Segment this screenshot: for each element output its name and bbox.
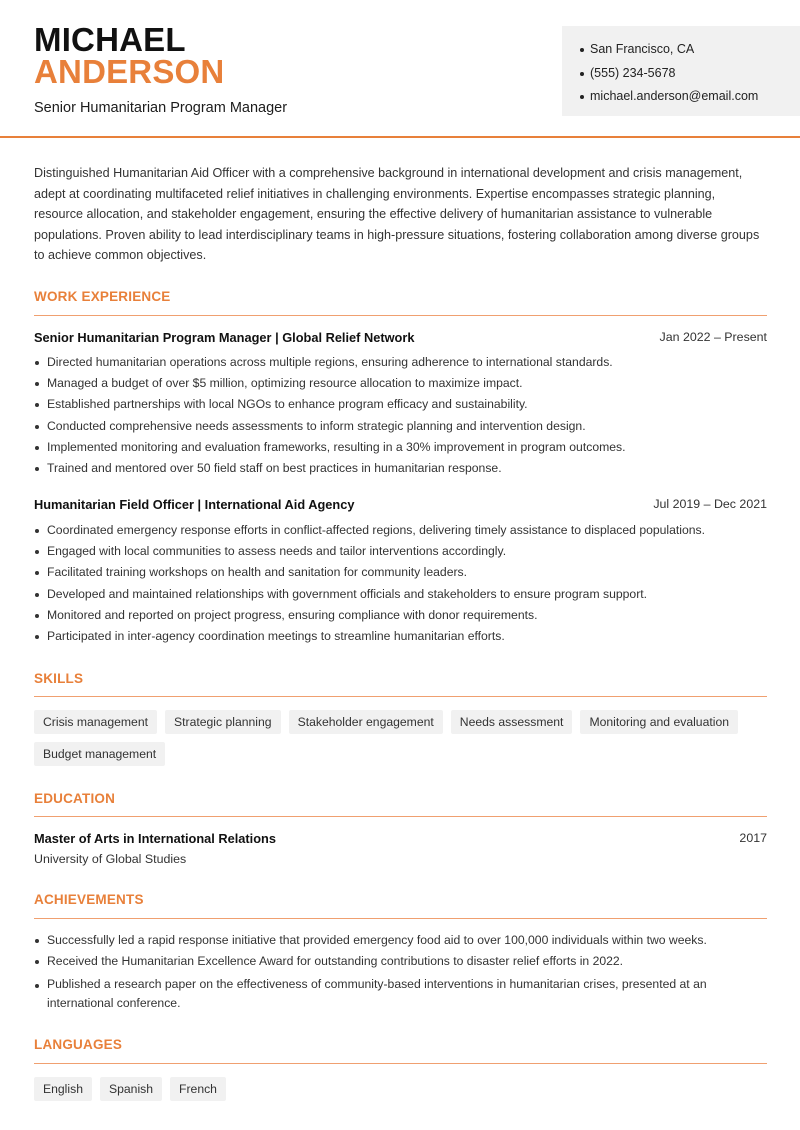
list-item: Published a research paper on the effectiveness of community-based interventions in humanitarian crises, presented at an international conference. xyxy=(34,975,724,1013)
skill-tag: Stakeholder engagement xyxy=(289,710,443,734)
section-title-achievements: ACHIEVEMENTS xyxy=(34,892,144,907)
languages-list xyxy=(34,1077,774,1101)
education-year: 2017 xyxy=(739,831,767,845)
job-title: Senior Humanitarian Program Manager | Global Relief Network xyxy=(34,330,415,345)
job-headline: Senior Humanitarian Program Manager xyxy=(34,100,288,116)
skill-tag: Needs assessment xyxy=(451,710,573,734)
contact-email[interactable]: michael.anderson@email.com xyxy=(580,85,800,109)
first-name: MICHAEL xyxy=(34,21,186,58)
job-title: Humanitarian Field Officer | International Aid Agency xyxy=(34,497,355,512)
section-title-skills: SKILLS xyxy=(34,671,84,686)
list-item: Conducted comprehensive needs assessments to inform strategic planning and intervention design. xyxy=(34,416,734,437)
last-name: ANDERSON xyxy=(34,53,225,90)
language-tag: Spanish xyxy=(100,1077,162,1101)
language-tag: English xyxy=(34,1077,92,1101)
contact-location: San Francisco, CA xyxy=(580,38,800,62)
section-title-languages: LANGUAGES xyxy=(34,1037,123,1052)
list-item: Received the Humanitarian Excellence Award for outstanding contributions to disaster relief efforts in 2022. xyxy=(34,951,724,972)
list-item: Facilitated training workshops on health and sanitation for community leaders. xyxy=(34,562,754,583)
skill-tag: Strategic planning xyxy=(165,710,281,734)
section-divider xyxy=(34,315,767,316)
contact-box xyxy=(562,26,800,116)
list-item: Implemented monitoring and evaluation frameworks, resulting in a 30% improvement in program outcomes. xyxy=(34,437,734,458)
section-divider xyxy=(34,918,767,919)
list-item: Engaged with local communities to assess needs and tailor interventions accordingly. xyxy=(34,541,754,562)
section-divider xyxy=(34,696,767,697)
resume-header xyxy=(0,0,800,138)
list-item: Established partnerships with local NGOs to enhance program efficacy and sustainability. xyxy=(34,394,734,415)
contact-phone: (555) 234-5678 xyxy=(580,62,800,86)
list-item: Coordinated emergency response efforts in conflict-affected regions, delivering timely assistance to displaced populations. xyxy=(34,520,754,541)
section-title-work: WORK EXPERIENCE xyxy=(34,289,171,304)
list-item: Participated in inter-agency coordination meetings to streamline humanitarian efforts. xyxy=(34,626,754,647)
skill-tag: Crisis management xyxy=(34,710,157,734)
list-item: Managed a budget of over $5 million, optimizing resource allocation to maximize impact. xyxy=(34,373,734,394)
professional-summary: Distinguished Humanitarian Aid Officer with a comprehensive background in international development and crisis management, adept at coordinating multifaceted relief initiatives in challenging environments. Expertise encompasses strategic planning, resource allocation, and stakeholder engagement, ensuring the effective delivery of humanitarian assistance to vulnerable populations. Proven ability to lead interdisciplinary teams in high-pressure situations, fostering collaboration among diverse groups to achieve common objectives. xyxy=(34,166,760,262)
language-tag: French xyxy=(170,1077,226,1101)
job-bullets xyxy=(34,520,754,647)
education-school: University of Global Studies xyxy=(34,852,187,866)
job-date: Jan 2022 – Present xyxy=(659,330,767,344)
list-item: Developed and maintained relationships with government officials and stakeholders to ensure program support. xyxy=(34,584,754,605)
skills-list xyxy=(34,710,774,766)
list-item: Directed humanitarian operations across multiple regions, ensuring adherence to international standards. xyxy=(34,352,734,373)
list-item: Monitored and reported on project progress, ensuring compliance with donor requirements. xyxy=(34,605,754,626)
skill-tag: Budget management xyxy=(34,742,165,766)
list-item: Successfully led a rapid response initiative that provided emergency food aid to over 100,000 individuals within two weeks. xyxy=(34,930,724,951)
section-title-education: EDUCATION xyxy=(34,791,116,806)
list-item: Trained and mentored over 50 field staff on best practices in humanitarian response. xyxy=(34,458,734,479)
job-bullets xyxy=(34,352,734,479)
candidate-name xyxy=(34,21,225,90)
achievements-list xyxy=(34,930,724,1013)
skill-tag: Monitoring and evaluation xyxy=(580,710,738,734)
education-degree: Master of Arts in International Relations xyxy=(34,831,276,846)
section-divider xyxy=(34,816,767,817)
section-divider xyxy=(34,1063,767,1064)
job-date: Jul 2019 – Dec 2021 xyxy=(653,497,767,511)
